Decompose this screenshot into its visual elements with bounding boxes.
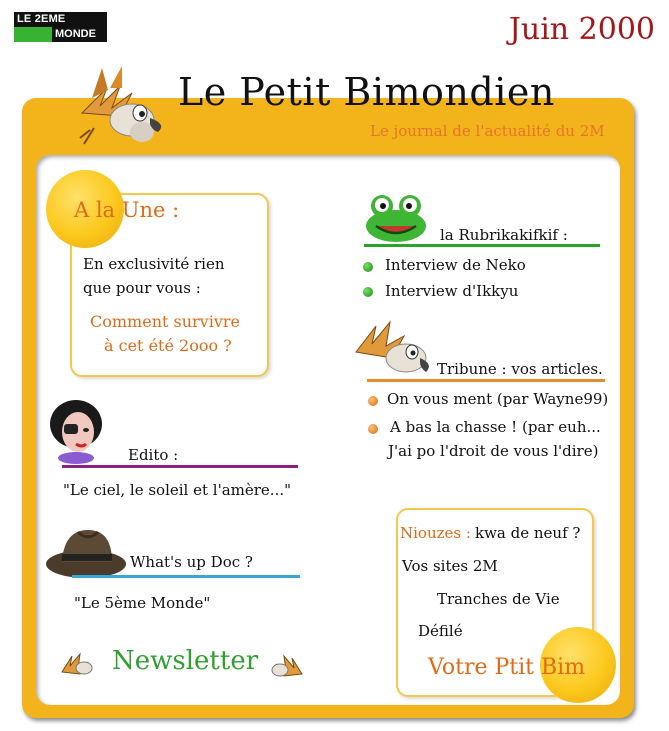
issue-date: Juin 2000 (508, 12, 655, 47)
une-heading: A la Une : (74, 198, 180, 222)
une-link-1[interactable]: Comment survivre (90, 312, 240, 331)
tribune-item-3[interactable]: J'ai po l'droit de vous l'dire) (388, 442, 599, 460)
tribune-item-2[interactable]: A bas la chasse ! (par euh... (390, 418, 601, 436)
mascot-bird-icon (72, 58, 172, 148)
rubrik-item-1[interactable]: Interview de Neko (385, 256, 526, 274)
edito-quote: "Le ciel, le soleil et l'amère..." (63, 481, 292, 499)
page-title: Le Petit Bimondien (178, 70, 555, 114)
bullet-icon (363, 262, 373, 272)
edito-girl-avatar-icon (46, 394, 106, 464)
frog-icon (360, 190, 432, 245)
whatsup-quote: "Le 5ème Monde" (74, 594, 211, 612)
edito-underline (62, 465, 298, 468)
whatsup-heading[interactable]: What's up Doc ? (130, 553, 253, 571)
tribune-item-1[interactable]: On vous ment (par Wayne99) (387, 390, 609, 408)
page-subtitle: Le journal de l'actualité du 2M (370, 122, 605, 140)
rubrik-heading[interactable]: la Rubrikakifkif : (440, 226, 568, 244)
tribune-heading[interactable]: Tribune : vos articles. (437, 360, 603, 378)
rubrik-underline (364, 244, 600, 247)
niouzes-item-1[interactable]: Vos sites 2M (402, 557, 498, 575)
newsletter-link[interactable]: Newsletter (112, 646, 259, 676)
logo-line1: LE 2EME (17, 13, 66, 25)
niouzes-item-2[interactable]: Tranches de Vie (437, 590, 560, 608)
edito-heading[interactable]: Edito : (128, 446, 179, 464)
bullet-icon (368, 424, 378, 434)
une-intro-2: que pour vous : (83, 279, 201, 297)
whatsup-underline (72, 575, 300, 578)
ptitbim-link[interactable]: Votre Ptit Bim (428, 655, 586, 680)
tribune-bird-icon (350, 312, 440, 382)
site-logo[interactable] (14, 12, 107, 42)
une-link-2[interactable]: à cet été 2ooo ? (104, 336, 232, 355)
bullet-icon (363, 287, 373, 297)
newsletter-bird-right-icon (268, 650, 306, 680)
tribune-underline (367, 379, 605, 382)
niouzes-text: kwa de neuf ? (475, 524, 581, 542)
bullet-icon (368, 396, 378, 406)
newsletter-bird-left-icon (58, 648, 96, 678)
rubrik-item-2[interactable]: Interview d'Ikkyu (385, 282, 519, 300)
niouzes-label: Niouzes : (400, 524, 471, 542)
niouzes-item-3[interactable]: Défilé (418, 622, 463, 640)
une-intro-1: En exclusivité rien (83, 255, 225, 273)
logo-line2: MONDE (55, 28, 96, 40)
